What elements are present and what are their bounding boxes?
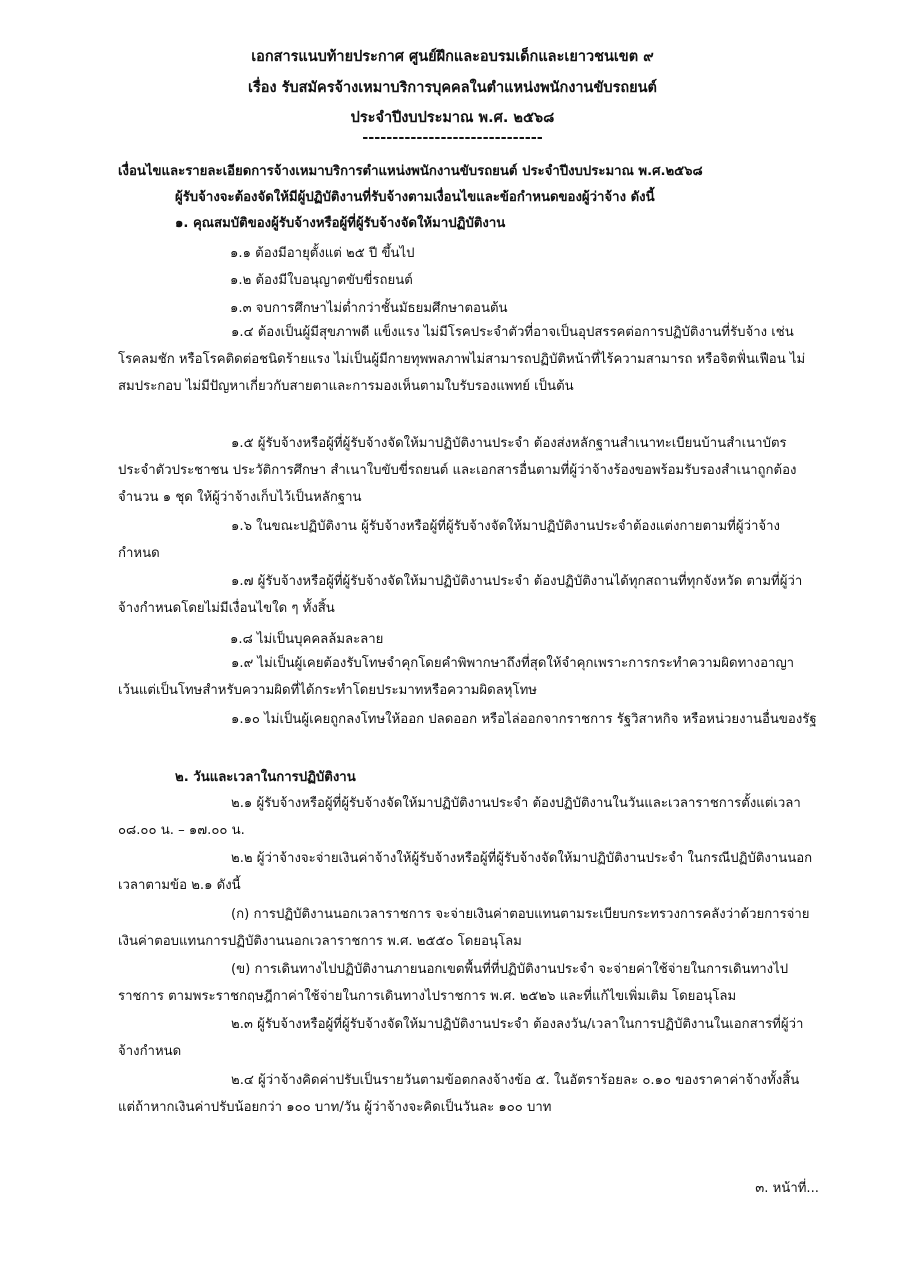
item-1-5: ๑.๕ ผู้รับจ้างหรือผู้ที่ผู้รับจ้างจัดให้มาปฏิบัติงานประจำ ต้องส่งหลักฐานสำเนาทะเบียนบ้านสำเนาบัตรประจำตัวประชาชน ประวัติการศึกษา สำเนาใบขับขี่รถยนต์ และเอกสารอื่นตามที่ผู้ว่าจ้างร้องขอพร้อมรับรองสำเนาถูกต้อง จำนวน ๑ ชุด ให้ผู้ว่าจ้างเก็บไว้เป็นหลักฐาน bbox=[118, 436, 797, 505]
item-1-6: ๑.๖ ในขณะปฏิบัติงาน ผู้รับจ้างหรือผู้ที่ผู้รับจ้างจัดให้มาปฏิบัติงานประจำต้องแต่งกายตามที่ผู้ว่าจ้างกำหนด bbox=[118, 519, 780, 561]
item-1-2: ๑.๒ ต้องมีใบอนุญาตขับขี่รถยนต์ bbox=[230, 273, 413, 288]
header-line-1: เอกสารแนบท้ายประกาศ ศูนย์ฝึกและอบรมเด็กและเยาวชนเขต ๙ bbox=[251, 49, 654, 65]
header-line-3: ประจำปีงบประมาณ พ.ศ. ๒๕๖๘ bbox=[350, 110, 555, 126]
header-divider: ------------------------------ bbox=[362, 130, 543, 146]
item-1-9: ๑.๙ ไม่เป็นผู้เคยต้องรับโทษจำคุกโดยคำพิพากษาถึงที่สุดให้จำคุกเพราะการกระทำความผิดทางอาญา เว้นแต่เป็นโทษสำหรับความผิดที่ได้กระทำโดยประมาทหรือความผิดลหุโทษ bbox=[118, 656, 795, 698]
section-2-title: ๒. วันและเวลาในการปฏิบัติงาน bbox=[175, 770, 356, 785]
item-1-7: ๑.๗ ผู้รับจ้างหรือผู้ที่ผู้รับจ้างจัดให้มาปฏิบัติงานประจำ ต้องปฏิบัติงานได้ทุกสถานที่ทุกจังหวัด ตามที่ผู้ว่าจ้างกำหนดโดยไม่มีเงื่อนไขใด ๆ ทั้งสิ้น bbox=[118, 574, 803, 616]
item-1-8: ๑.๘ ไม่เป็นบุคคลล้มละลาย bbox=[230, 632, 384, 647]
header-line-2: เรื่อง รับสมัครจ้างเหมาบริการบุคคลในตำแหน่งพนักงานขับรถยนต์ bbox=[248, 80, 657, 96]
item-1-10: ๑.๑๐ ไม่เป็นผู้เคยถูกลงโทษให้ออก ปลดออก หรือไล่ออกจากราชการ รัฐวิสาหกิจ หรือหน่วยงานอื่นของรัฐ bbox=[231, 712, 817, 727]
section-1-title: ๑. คุณสมบัติของผู้รับจ้างหรือผู้ที่ผู้รับจ้างจัดให้มาปฏิบัติงาน bbox=[175, 216, 506, 231]
item-2-2-b: (ข) การเดินทางไปปฏิบัติงานภายนอกเขตพื้นที่ที่ปฏิบัติงานประจำ จะจ่ายค่าใช้จ่ายในการเดินทางไปราชการ ตามพระราชกฤษฎีกาค่าใช้จ่ายในการเดินทางไปราชการ พ.ศ. ๒๕๒๖ และที่แก้ไขเพิ่มเติม โดยอนุโลม bbox=[118, 962, 789, 1004]
item-2-4: ๒.๔ ผู้ว่าจ้างคิดค่าปรับเป็นรายวันตามข้อตกลงจ้างข้อ ๕. ในอัตราร้อยละ ๐.๑๐ ของราคาค่าจ้างทั้งสิ้น แต่ถ้าหากเงินค่าปรับน้อยกว่า ๑๐๐ บาท/วัน ผู้ว่าจ้างจะคิดเป็นวันละ ๑๐๐ บาท bbox=[118, 1073, 800, 1115]
item-2-3: ๒.๓ ผู้รับจ้างหรือผู้ที่ผู้รับจ้างจัดให้มาปฏิบัติงานประจำ ต้องลงวัน/เวลาในการปฏิบัติงานในเอกสารที่ผู้ว่าจ้างกำหนด bbox=[118, 1017, 804, 1059]
intro-line-1: เงื่อนไขและรายละเอียดการจ้างเหมาบริการตำแหน่งพนักงานขับรถยนต์ ประจำปีงบประมาณ พ.ศ.๒๕๖๘ bbox=[118, 164, 703, 179]
item-2-1: ๒.๑ ผู้รับจ้างหรือผู้ที่ผู้รับจ้างจัดให้มาปฏิบัติงานประจำ ต้องปฏิบัติงานในวันและเวลาราชการตั้งแต่เวลา ๐๘.๐๐ น. – ๑๗.๐๐ น. bbox=[118, 796, 801, 838]
item-2-2-a: (ก) การปฏิบัติงานนอกเวลาราชการ จะจ่ายเงินค่าตอบแทนตามระเบียบกระทรวงการคลังว่าด้วยการจ่ายเงินค่าตอบแทนการปฏิบัติงานนอกเวลาราชการ พ.ศ. ๒๕๕๐ โดยอนุโลม bbox=[118, 907, 810, 949]
item-2-2: ๒.๒ ผู้ว่าจ้างจะจ่ายเงินค่าจ้างให้ผู้รับจ้างหรือผู้ที่ผู้รับจ้างจัดให้มาปฏิบัติงานประจำ ในกรณีปฏิบัติงานนอกเวลาตามข้อ ๒.๑ ดังนี้ bbox=[118, 851, 813, 893]
next-page-marker: ๓. หน้าที่... bbox=[755, 1181, 819, 1196]
item-1-1: ๑.๑ ต้องมีอายุตั้งแต่ ๒๕ ปี ขึ้นไป bbox=[230, 246, 415, 261]
item-1-3: ๑.๓ จบการศึกษาไม่ต่ำกว่าชั้นมัธยมศึกษาตอนต้น bbox=[230, 301, 508, 316]
intro-line-2: ผู้รับจ้างจะต้องจัดให้มีผู้ปฏิบัติงานที่รับจ้างตามเงื่อนไขและข้อกำหนดของผู้ว่าจ้าง ดังนี้ bbox=[175, 190, 655, 205]
item-1-4: ๑.๔ ต้องเป็นผู้มีสุขภาพดี แข็งแรง ไม่มีโรคประจำตัวที่อาจเป็นอุปสรรคต่อการปฏิบัติงานที่รับจ้าง เช่น โรคลมชัก หรือโรคติดต่อชนิดร้ายแรง ไม่เป็นผู้มีกายทุพพลภาพไม่สามารถปฏิบัติหน้าที่ไร้ความสามารถ หรือจิตฟั่นเฟือน ไม่สมประกอบ ไม่มีปัญหาเกี่ยวกับสายตาและการมองเห็นตามใบรับรองแพทย์ เป็นต้น bbox=[118, 325, 806, 394]
